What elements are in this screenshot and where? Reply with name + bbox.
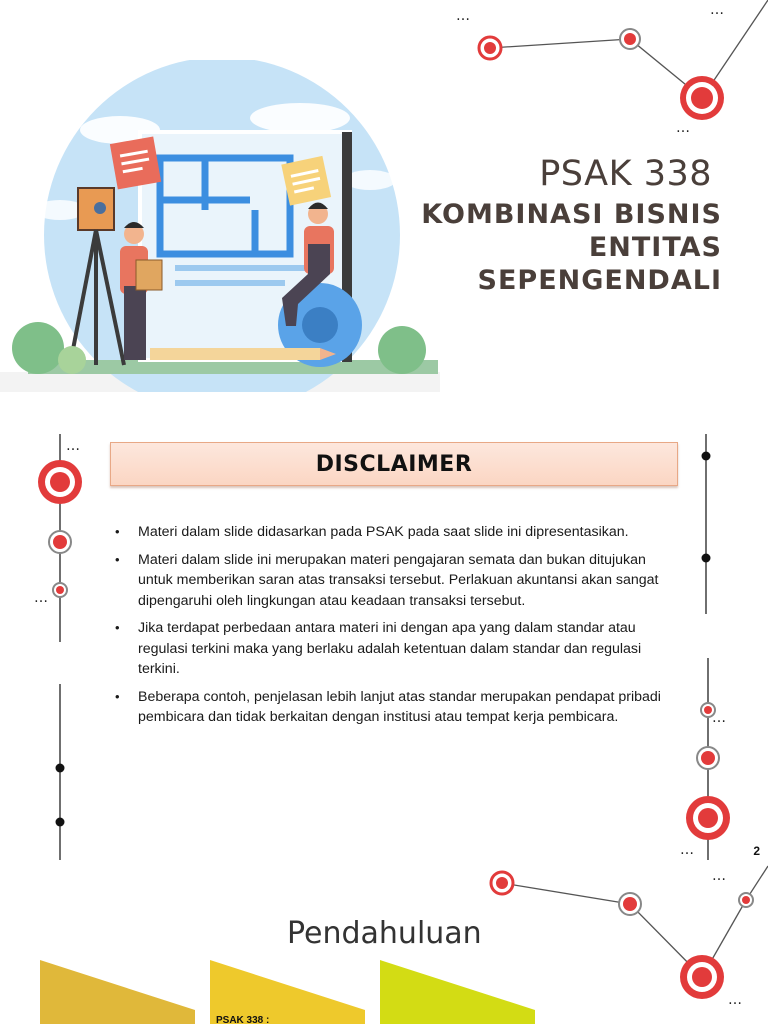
list-item [115, 687, 668, 728]
list-item-text: Materi dalam slide didasarkan pada PSAK pada saat slide ini dipresentasikan. [138, 524, 629, 540]
bullet-marker: • [115, 524, 120, 539]
list-item [115, 522, 668, 543]
introduction-slide [0, 860, 768, 1024]
list-item-text: Materi dalam slide ini merupakan materi pengajaran semata dan bukan ditujukan untuk memberikan saran atas transaksi tersebut. Perlakuan akuntansi akan sangat dipengaruhi oleh lingkungan atau keadaan transaksi tersebut. [138, 551, 659, 609]
section-title: Pendahuluan [287, 916, 482, 951]
list-item [115, 618, 668, 680]
ellipsis-mark: … [728, 992, 742, 1008]
bullet-marker: • [115, 551, 120, 567]
card-3 [380, 960, 535, 1024]
ellipsis-mark: … [712, 710, 726, 726]
ellipsis-mark: … [456, 8, 470, 24]
ellipsis-mark: … [712, 868, 726, 884]
ellipsis-mark: … [676, 120, 690, 136]
page-subtitle: KOMBINASI BISNIS ENTITAS SEPENGENDALI [421, 199, 722, 296]
ellipsis-mark: … [710, 2, 724, 18]
ellipsis-mark: … [680, 842, 694, 858]
network-decoration [0, 0, 768, 392]
list-item [115, 550, 668, 612]
disclaimer-list [115, 522, 668, 735]
card-1 [40, 960, 195, 1024]
page-number: 2 [753, 844, 760, 858]
ellipsis-mark: … [34, 590, 48, 606]
ellipsis-mark: … [66, 438, 80, 454]
title-slide [0, 0, 768, 392]
disclaimer-slide [0, 420, 768, 868]
bullet-marker: • [115, 688, 120, 704]
list-item-text: Jika terdapat perbedaan antara materi ini dengan apa yang dalam standar atau regulasi terkini maka yang berlaku adalah ketentuan dalam standar dan regulasi terkini. [138, 620, 642, 677]
disclaimer-header [110, 442, 678, 486]
list-item-text: Beberapa contoh, penjelasan lebih lanjut atas standar merupakan pendapat pribadi pembicara dan tidak berkaitan dengan institusi atau tempat kerja pembicara. [138, 688, 661, 725]
page-title: PSAK 338 [539, 154, 712, 194]
card-label: PSAK 338 : [216, 1015, 270, 1024]
bullet-marker: • [115, 620, 120, 635]
disclaimer-title: DISCLAIMER [315, 451, 473, 477]
